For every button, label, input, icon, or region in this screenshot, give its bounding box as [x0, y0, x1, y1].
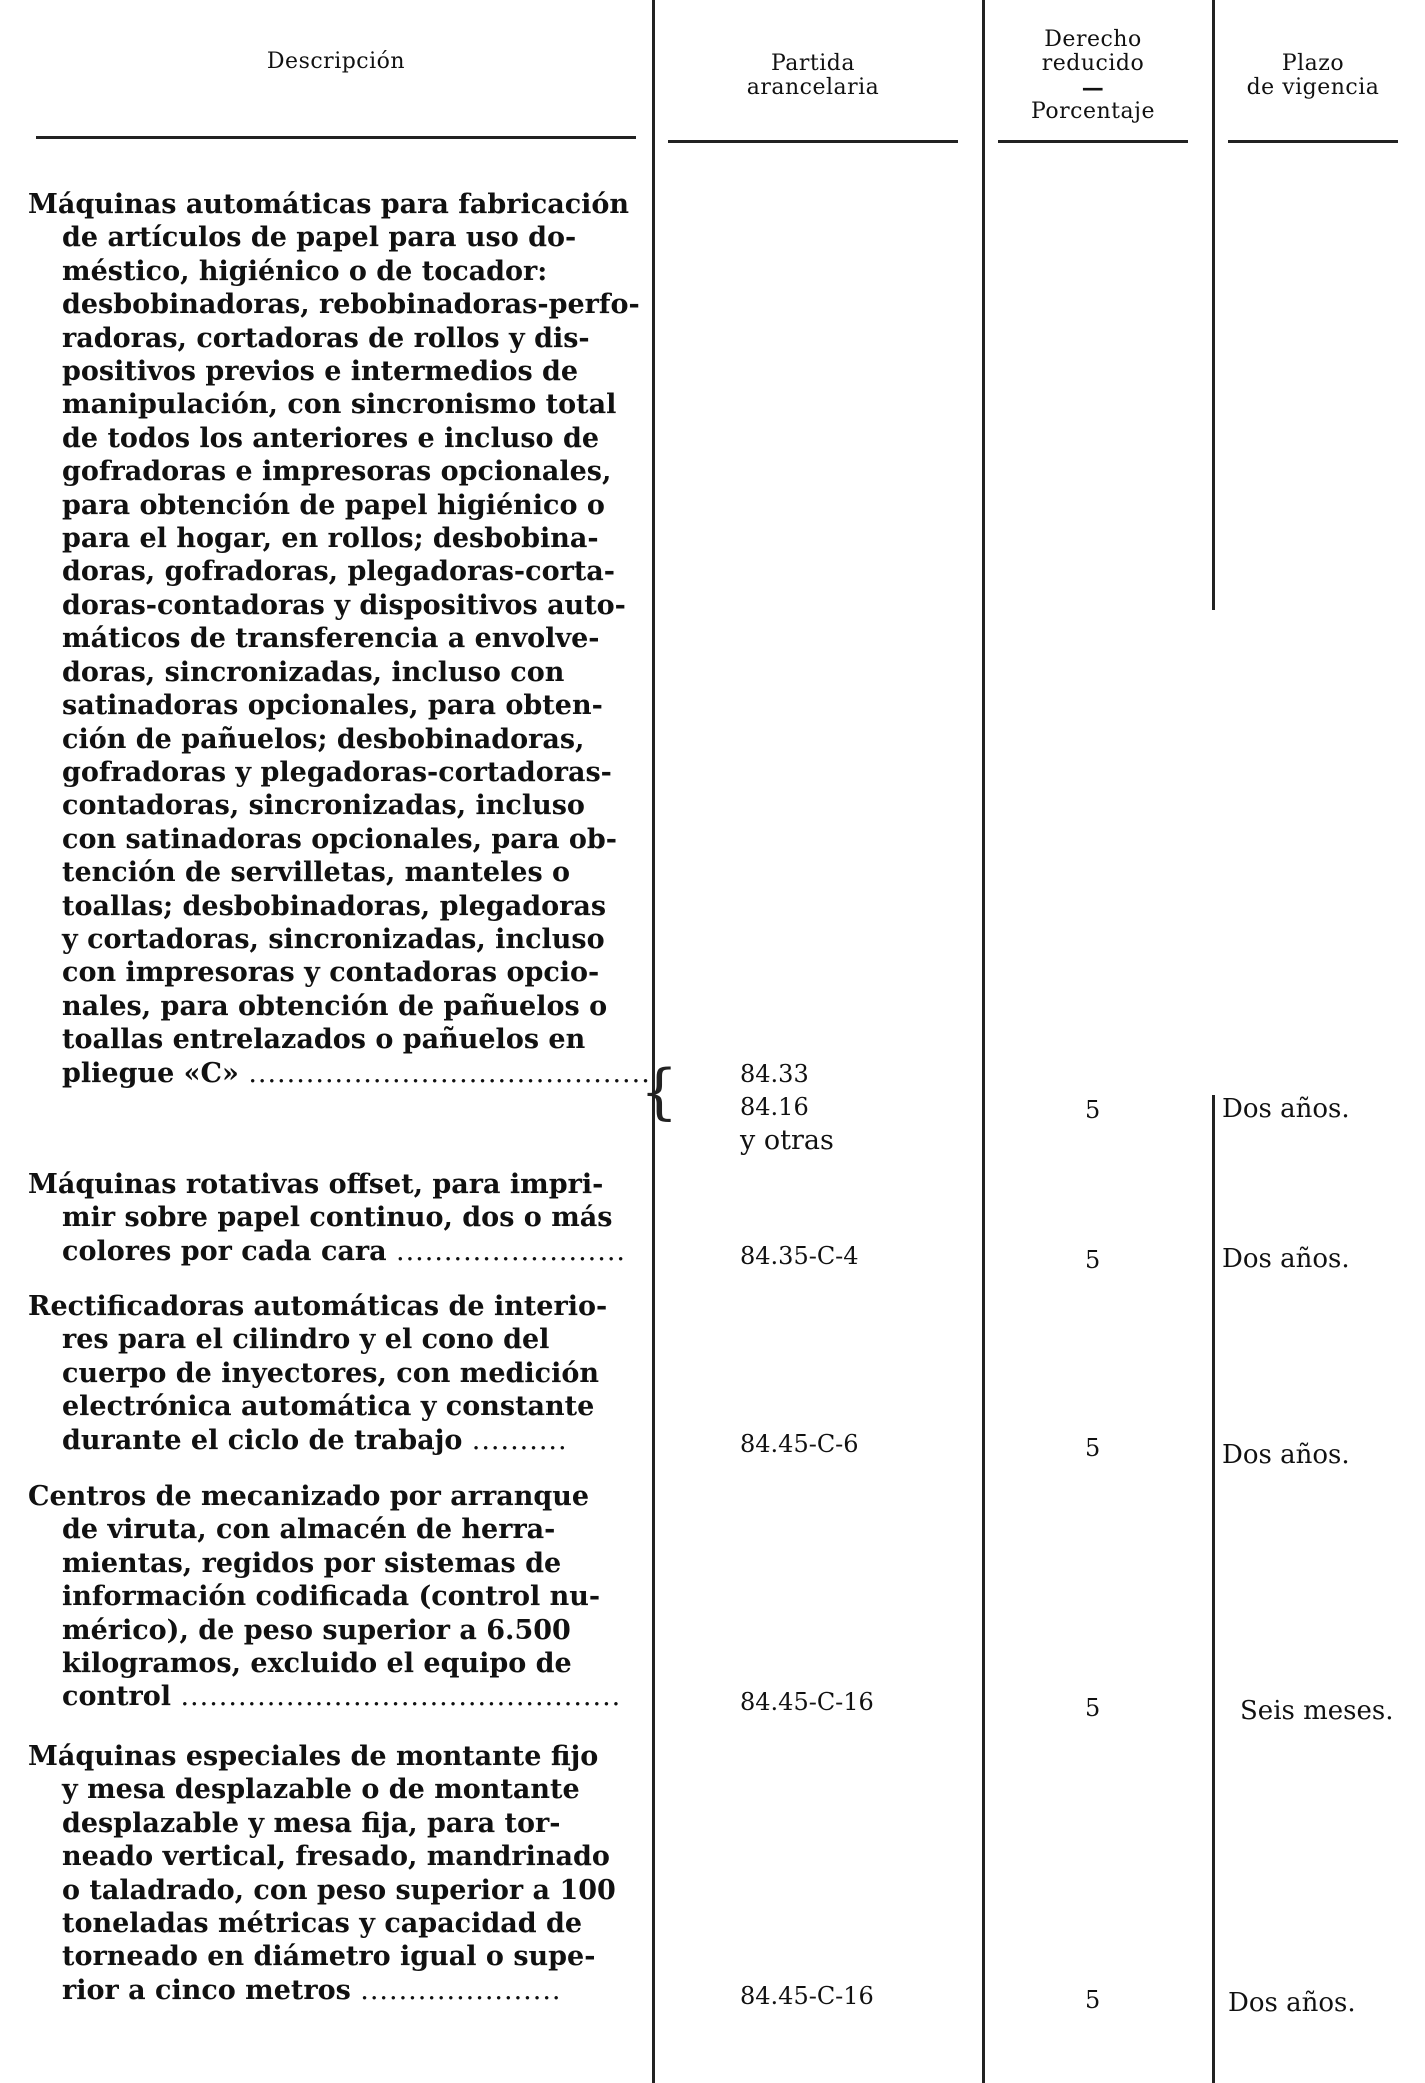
desc-line: Máquinas automáticas para fabricación — [28, 189, 630, 220]
row-5-percentage: 5 — [1085, 1986, 1101, 2014]
row-2-percentage: 5 — [1085, 1246, 1101, 1274]
desc-line: radoras, cortadoras de rollos y dis- — [62, 322, 590, 354]
desc-line: toneladas métricas y capacidad de — [62, 1908, 583, 1940]
column-rule-2 — [982, 0, 985, 2083]
header-plazo-line1: Plazo — [1281, 51, 1345, 76]
desc-line: manipulación, con sincronismo total — [62, 389, 617, 421]
desc-line: Centros de mecanizado por arranque — [28, 1481, 590, 1512]
header-derecho-line1: Derecho — [1044, 27, 1142, 52]
tariff-code: 84.33 — [740, 1060, 809, 1088]
leader-dots: ........................ — [396, 1235, 626, 1267]
header-description — [36, 50, 636, 74]
header-description-label: Descripción — [266, 49, 406, 74]
header-partida-line1: Partida — [770, 51, 856, 76]
column-rule-1 — [652, 0, 655, 2083]
header-rule-partida — [668, 140, 958, 143]
row-1-percentage: 5 — [1085, 1096, 1101, 1124]
desc-line: positivos previos e intermedios de — [62, 356, 579, 388]
row-3-codes — [740, 1428, 859, 1461]
desc-line: de todos los anteriores e incluso de — [62, 422, 600, 454]
desc-line: res para el cilindro y el cono del — [62, 1324, 550, 1356]
header-rule-plazo — [1228, 140, 1398, 143]
tariff-code: 84.35-C-4 — [740, 1242, 859, 1270]
desc-line: nales, para obtención de pañuelos o — [62, 990, 608, 1022]
row-1-codes — [740, 1058, 834, 1157]
desc-line: satinadoras opcionales, para obten- — [62, 690, 603, 722]
desc-text: colores por cada cara — [62, 1235, 387, 1267]
desc-line: doras, gofradoras, plegadoras-corta- — [62, 556, 615, 588]
desc-line: mientas, regidos por sistemas de — [62, 1547, 562, 1579]
desc-line: máticos de transferencia a envolve- — [62, 623, 600, 655]
row-2-description — [28, 1168, 636, 1268]
desc-line: y cortadoras, sincronizadas, incluso — [62, 923, 605, 955]
desc-line: ción de pañuelos; desbobinadoras, — [62, 723, 585, 755]
desc-line: desbobinadoras, rebobinadoras-perfo- — [62, 289, 640, 321]
desc-line: doras-contadoras y dispositivos auto- — [62, 589, 626, 621]
desc-line: información codificada (control nu- — [62, 1581, 601, 1613]
desc-text: rior a cinco metros — [62, 1974, 351, 2006]
row-3-term: Dos años. — [1222, 1440, 1350, 1470]
desc-line-last — [28, 1974, 636, 2007]
row-4-term: Seis meses. — [1240, 1696, 1394, 1726]
leader-dots: .............................................. — [180, 1681, 622, 1713]
row-1-description — [28, 188, 651, 1090]
row-1-brace: { — [640, 1057, 679, 1127]
row-4-percentage: 5 — [1085, 1694, 1101, 1722]
desc-line: Rectificadoras automáticas de interio- — [28, 1291, 608, 1322]
desc-line: electrónica automática y constante — [62, 1391, 595, 1423]
desc-line: y mesa desplazable o de montante — [62, 1774, 580, 1806]
row-3-percentage: 5 — [1085, 1434, 1101, 1462]
leader-dots: .......... — [471, 1424, 568, 1456]
desc-line: desplazable y mesa fija, para tor- — [62, 1807, 561, 1839]
desc-line: contadoras, sincronizadas, incluso — [62, 790, 585, 822]
tariff-code: 84.45-C-16 — [740, 1688, 874, 1716]
desc-line: toallas entrelazados o pañuelos en — [62, 1024, 586, 1056]
desc-line: doras, sincronizadas, incluso con — [62, 656, 565, 688]
header-partida — [668, 52, 958, 100]
header-partida-line2: arancelaria — [746, 75, 880, 100]
desc-line-last — [28, 1235, 636, 1268]
desc-line: toallas; desbobinadoras, plegadoras — [62, 890, 607, 922]
desc-line: para el hogar, en rollos; desbobina- — [62, 523, 599, 555]
desc-line: con impresoras y contadoras opcio- — [62, 957, 600, 989]
header-plazo — [1228, 52, 1398, 100]
desc-text: durante el ciclo de trabajo — [62, 1424, 463, 1456]
row-3-description — [28, 1290, 636, 1457]
row-4-codes — [740, 1686, 874, 1719]
desc-line: mérico), de peso superior a 6.500 — [62, 1614, 571, 1646]
desc-line-last — [28, 1057, 651, 1090]
header-rule-description — [36, 136, 636, 139]
desc-line: gofradoras e impresoras opcionales, — [62, 456, 612, 488]
desc-line: neado vertical, fresado, mandrinado — [62, 1841, 610, 1873]
row-4-description — [28, 1480, 636, 1714]
tariff-code: 84.45-C-6 — [740, 1430, 859, 1458]
row-5-codes — [740, 1980, 874, 2013]
tariff-code: 84.45-C-16 — [740, 1982, 874, 2010]
row-5-term: Dos años. — [1228, 1988, 1356, 2018]
desc-line: mir sobre papel continuo, dos o más — [62, 1202, 613, 1234]
desc-line: con satinadoras opcionales, para ob- — [62, 823, 617, 855]
desc-line: para obtención de papel higiénico o — [62, 489, 605, 521]
header-derecho-line2: reducido — [1041, 51, 1145, 76]
leader-dots: .......................................... — [248, 1057, 651, 1089]
row-2-codes — [740, 1240, 859, 1273]
desc-line: tención de servilletas, manteles o — [62, 857, 571, 889]
row-2-term: Dos años. — [1222, 1244, 1350, 1274]
desc-line: o taladrado, con peso superior a 100 — [62, 1874, 616, 1906]
desc-line: méstico, higiénico o de tocador: — [62, 255, 548, 287]
header-derecho-dash: — — [1081, 75, 1105, 101]
desc-line: de artículos de papel para uso do- — [62, 222, 577, 254]
desc-line-last — [28, 1680, 636, 1713]
column-rule-3-lower — [1212, 1095, 1215, 2083]
row-5-description — [28, 1740, 636, 2007]
desc-text: pliegue «C» — [62, 1057, 239, 1089]
tariff-code: y otras — [740, 1125, 834, 1156]
leader-dots: ..................... — [360, 1974, 562, 2006]
header-rule-derecho — [998, 140, 1188, 143]
tariff-code: 84.16 — [740, 1093, 809, 1121]
desc-line: Máquinas especiales de montante fijo — [28, 1741, 599, 1772]
header-derecho — [998, 28, 1188, 124]
desc-line: kilogramos, excluido el equipo de — [62, 1648, 572, 1680]
desc-text: control — [62, 1681, 172, 1713]
desc-line: gofradoras y plegadoras-cortadoras- — [62, 756, 612, 788]
column-rule-3 — [1212, 0, 1215, 610]
desc-line-last — [28, 1424, 636, 1457]
desc-line: torneado en diámetro igual o supe- — [62, 1941, 596, 1973]
row-1-term: Dos años. — [1222, 1094, 1350, 1124]
desc-line: de viruta, con almacén de herra- — [62, 1514, 556, 1546]
desc-line: cuerpo de inyectores, con medición — [62, 1357, 599, 1389]
header-plazo-line2: de vigencia — [1246, 75, 1380, 100]
header-derecho-line3: Porcentaje — [1031, 99, 1155, 124]
desc-line: Máquinas rotativas offset, para impri- — [28, 1169, 604, 1200]
